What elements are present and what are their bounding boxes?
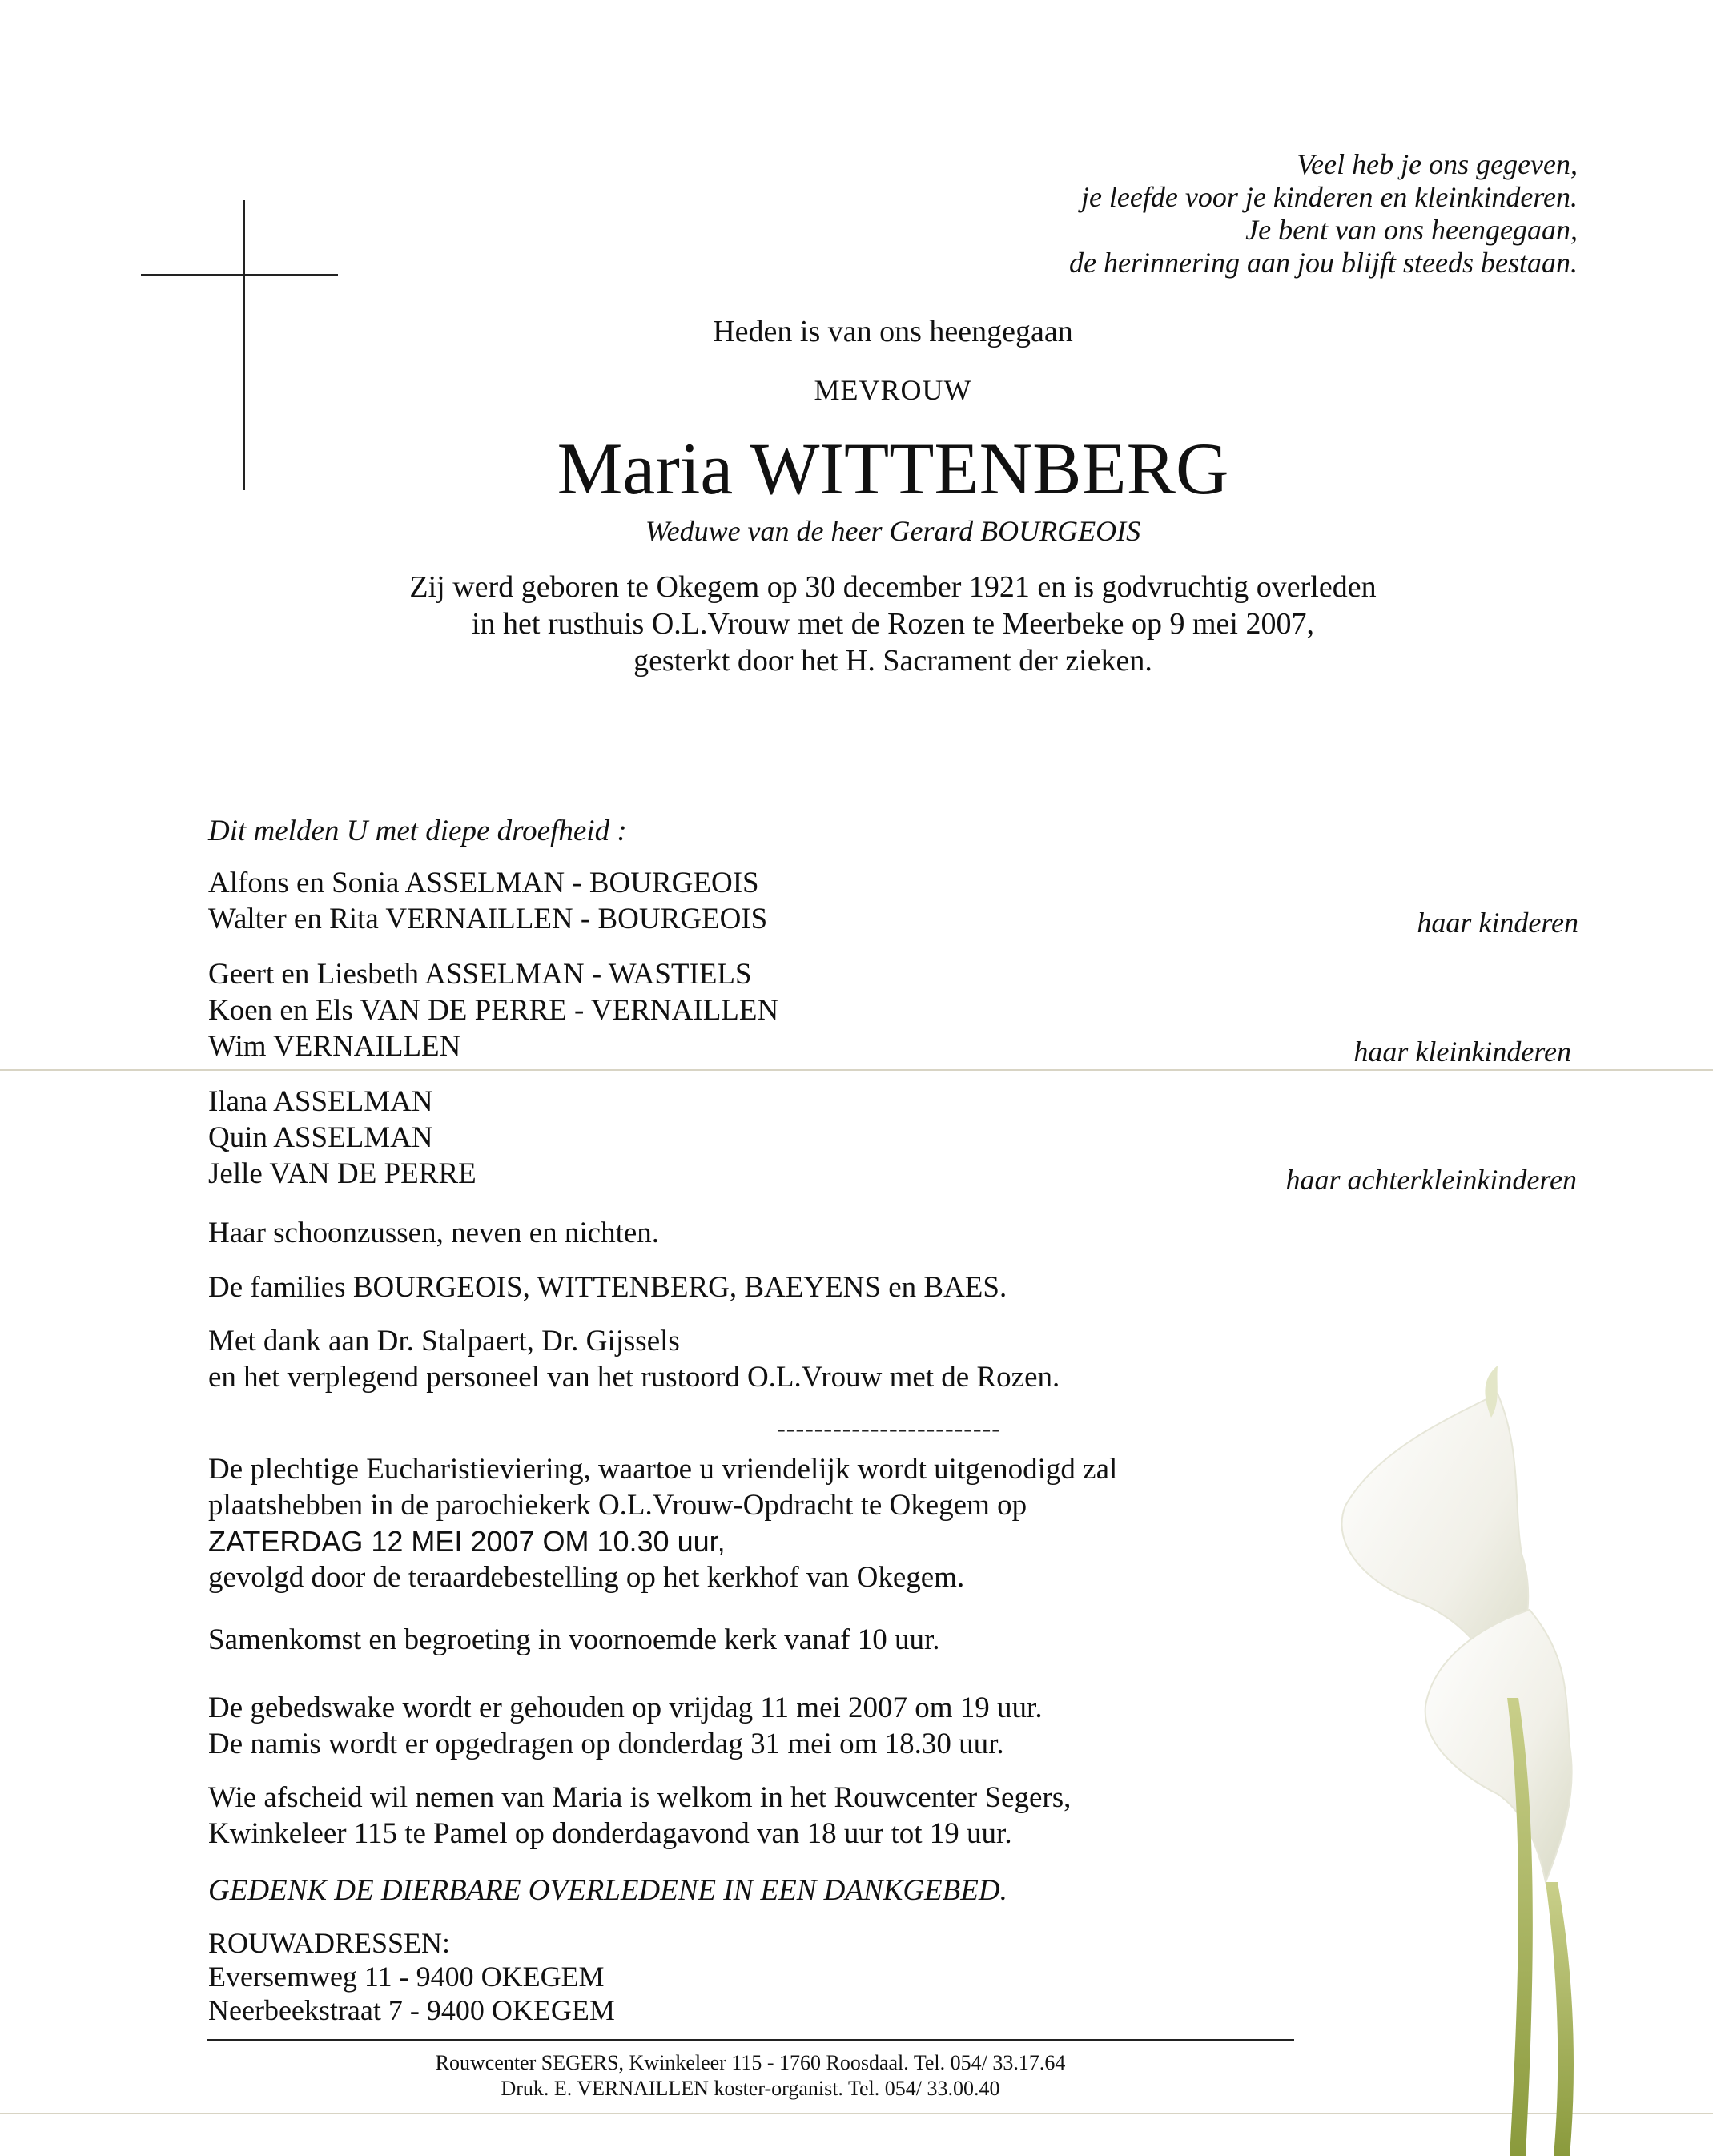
farewell-line: Kwinkeleer 115 te Pamel op donderdagavond van 18 uur tot 19 uur. [208, 1817, 1012, 1850]
gathering-line: Samenkomst en begroeting in voornoemde kerk vanaf 10 uur. [208, 1623, 940, 1656]
thanks-line: en het verplegend personeel van het rustoord O.L.Vrouw met de Rozen. [208, 1361, 1060, 1394]
poem-line: Veel heb je ons gegeven, [1297, 148, 1578, 180]
fold-line [0, 1069, 1713, 1071]
birth-line: Zij werd geboren te Okegem op 30 december 1921 en is godvruchtig overleden [409, 570, 1377, 604]
address-line: Eversemweg 11 - 9400 OKEGEM [208, 1961, 605, 1993]
families-line: De families BOURGEOIS, WITTENBERG, BAEYENS en BAES. [208, 1271, 1007, 1304]
addresses-heading: ROUWADRESSEN: [208, 1927, 451, 1959]
list-item: Wim VERNAILLEN [208, 1030, 461, 1063]
footer [207, 2050, 1294, 2102]
separator: ------------------------ [777, 1414, 1001, 1442]
birth-line: gesterkt door het H. Sacrament der zieken. [633, 644, 1152, 678]
farewell-text [208, 1780, 1071, 1852]
announcement-heading: Heden is van ons heengegaan [713, 315, 1073, 348]
thanks-text [208, 1323, 1060, 1395]
mourners-intro: Dit melden U met diepe droefheid : [208, 815, 627, 847]
burial-line: gevolgd door de teraardebestelling op het kerkhof van Okegem. [208, 1561, 965, 1594]
deceased-title: MEVROUW [814, 374, 972, 406]
list-item: Walter en Rita VERNAILLEN - BOURGEOIS [208, 903, 768, 935]
lily-stem-lower [1546, 1882, 1574, 2156]
list-item: Geert en Liesbeth ASSELMAN - WASTIELS [208, 958, 752, 991]
addresses [208, 1926, 615, 2027]
great-grandchildren-list [208, 1084, 477, 1192]
children-list [208, 865, 767, 937]
great-grandchildren-label: haar achterkleinkinderen [1285, 1164, 1577, 1196]
list-item: Koen en Els VAN DE PERRE - VERNAILLEN [208, 994, 779, 1027]
poem-line: je leefde voor je kinderen en kleinkinderen. [1080, 181, 1578, 213]
mass-date: ZATERDAG 12 MEI 2007 OM 10.30 uur, [208, 1525, 726, 1558]
calla-lily-illustration [1281, 1362, 1713, 2156]
funeral-home-line: Rouwcenter SEGERS, Kwinkeleer 115 - 1760 Roosdaal. Tel. 054/ 33.17.64 [435, 2051, 1066, 2074]
inlaws-line: Haar schoonzussen, neven en nichten. [208, 1217, 660, 1249]
children-label: haar kinderen [1417, 907, 1578, 939]
list-item: Alfons en Sonia ASSELMAN - BOURGEOIS [208, 867, 759, 899]
poem-line: Je bent van ons heengegaan, [1245, 214, 1578, 246]
birth-death-text [160, 569, 1626, 679]
remember-line: GEDENK DE DIERBARE OVERLEDENE IN EEN DANKGEBED. [208, 1874, 1007, 1907]
lily-petal-lower [1425, 1610, 1572, 1882]
farewell-line: Wie afscheid wil nemen van Maria is welkom in het Rouwcenter Segers, [208, 1781, 1072, 1814]
thanks-line: Met dank aan Dr. Stalpaert, Dr. Gijssels [208, 1325, 680, 1358]
deceased-name: Maria WITTENBERG [557, 428, 1229, 509]
list-item: Quin ASSELMAN [208, 1121, 433, 1154]
grandchildren-label: haar kleinkinderen [1353, 1036, 1571, 1068]
birth-line: in het rusthuis O.L.Vrouw met de Rozen te Meerbeke op 9 mei 2007, [472, 607, 1314, 641]
list-item: Ilana ASSELMAN [208, 1085, 433, 1118]
footer-rule [207, 2039, 1294, 2041]
cross-horizontal-bar [141, 274, 338, 276]
list-item: Jelle VAN DE PERRE [208, 1157, 477, 1190]
mass-text [208, 1451, 1329, 1595]
poem [921, 148, 1578, 280]
address-line: Neerbeekstraat 7 - 9400 OKEGEM [208, 1994, 615, 2026]
mass-line: plaatshebben in de parochiekerk O.L.Vrouw-Opdracht te Okegem op [208, 1489, 1027, 1522]
mass-line: De plechtige Eucharistieviering, waartoe u vriendelijk wordt uitgenodigd zal [208, 1453, 1118, 1486]
vigil-line: De gebedswake wordt er gehouden op vrijdag 11 mei 2007 om 19 uur. [208, 1691, 1043, 1724]
poem-line: de herinnering aan jou blijft steeds bestaan. [1069, 247, 1578, 279]
grandchildren-list [208, 956, 778, 1064]
memorial-line: De namis wordt er opgedragen op donderdag 31 mei om 18.30 uur. [208, 1728, 1004, 1760]
printer-line: Druk. E. VERNAILLEN koster-organist. Tel. 054/ 33.00.40 [501, 2077, 1000, 2100]
vigil-text [208, 1690, 1043, 1762]
widow-line: Weduwe van de heer Gerard BOURGEOIS [645, 515, 1141, 547]
